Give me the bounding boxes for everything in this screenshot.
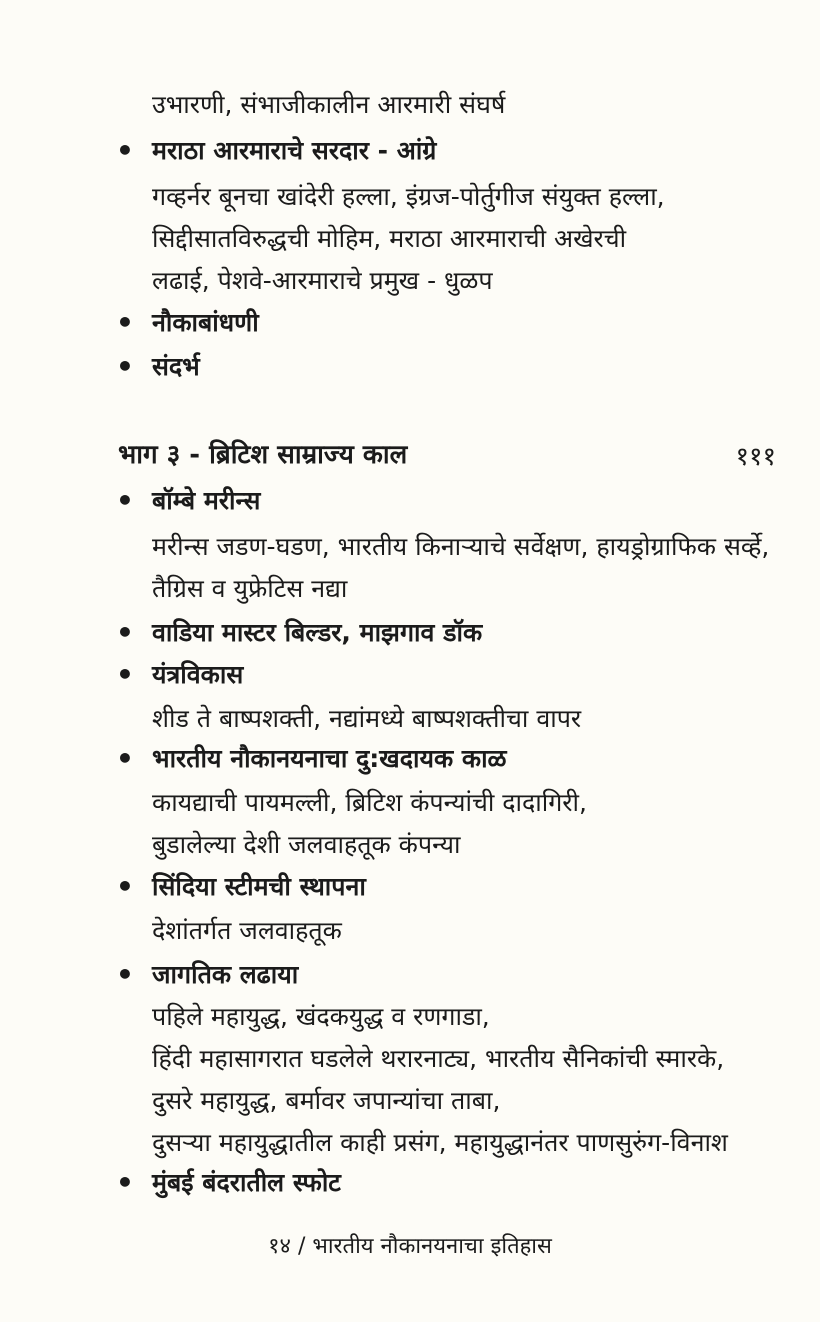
toc-item-title: सिंदिया स्टीमची स्थापना	[152, 872, 366, 901]
page-footer: १४ / भारतीय नौकानयनाचा इतिहास	[268, 1234, 552, 1259]
toc-item-world-wars	[116, 958, 299, 992]
continued-detail-line: उभारणी, संभाजीकालीन आरमारी संघर्ष	[152, 90, 506, 119]
toc-item-references	[116, 350, 200, 384]
section-heading: भाग ३ - ब्रिटिश साम्राज्य काल	[118, 440, 408, 470]
toc-detail-line: पहिले महायुद्ध, खंदकयुद्ध व रणगाडा,	[152, 1002, 490, 1031]
toc-item-machinery	[116, 658, 244, 692]
toc-detail-line: गव्हर्नर बूनचा खांदेरी हल्ला, इंग्रज-पोर्तुगीज संयुक्त हल्ला,	[152, 182, 665, 211]
bullet: •	[116, 134, 134, 167]
bullet: •	[116, 306, 134, 339]
toc-item-sad-period	[116, 742, 507, 776]
toc-detail-line: तैग्रिस व युफ्रेटिस नद्या	[152, 574, 348, 603]
toc-item-title: मराठा आरमाराचे सरदार - आंग्रे	[152, 136, 437, 165]
toc-item-angre	[116, 134, 437, 168]
toc-detail-line: मरीन्स जडण-घडण, भारतीय किनाऱ्याचे सर्वेक्षण, हायड्रोग्राफिक सर्व्हे,	[152, 532, 770, 561]
toc-item-wadia	[116, 616, 483, 650]
toc-detail-line: बुडालेल्या देशी जलवाहतूक कंपन्या	[152, 830, 461, 859]
bullet: •	[116, 870, 134, 903]
toc-item-title: यंत्रविकास	[152, 660, 244, 689]
bullet: •	[116, 742, 134, 775]
toc-item-bombay-explosion	[116, 1166, 341, 1200]
toc-item-title: जागतिक लढाया	[152, 960, 299, 989]
toc-item-title: भारतीय नौकानयनाचा दु:खदायक काळ	[152, 744, 507, 773]
toc-detail-line: दुसऱ्या महायुद्धातील काही प्रसंग, महायुद्धानंतर पाणसुरुंग-विनाश	[152, 1128, 728, 1157]
toc-detail-line: हिंदी महासागरात घडलेले थरारनाट्य, भारतीय सैनिकांची स्मारके,	[152, 1044, 725, 1073]
toc-item-title: नौकाबांधणी	[152, 308, 259, 337]
toc-item-title: बॉम्बे मरीन्स	[152, 486, 261, 515]
toc-item-title: वाडिया मास्टर बिल्डर, माझगाव डॉक	[152, 618, 483, 647]
bullet: •	[116, 350, 134, 383]
toc-detail-line: देशांतर्गत जलवाहतूक	[152, 916, 342, 945]
toc-item-bombay-marines	[116, 484, 261, 518]
bullet: •	[116, 484, 134, 517]
toc-item-title: संदर्भ	[152, 352, 200, 381]
toc-detail-line: सिद्दीसातविरुद्धची मोहिम, मराठा आरमाराची अखेरची	[152, 224, 627, 253]
toc-item-scindia	[116, 870, 366, 904]
toc-item-title: मुंबई बंदरातील स्फोट	[152, 1168, 341, 1197]
bullet: •	[116, 958, 134, 991]
toc-detail-line: शीड ते बाष्पशक्ती, नद्यांमध्ये बाष्पशक्तीचा वापर	[152, 704, 582, 733]
toc-detail-line: दुसरे महायुद्ध, बर्मावर जपान्यांचा ताबा,	[152, 1086, 501, 1115]
toc-detail-line: लढाई, पेशवे-आरमाराचे प्रमुख - धुळप	[152, 266, 493, 295]
toc-detail-line: कायद्याची पायमल्ली, ब्रिटिश कंपन्यांची दादागिरी,	[152, 788, 587, 817]
bullet: •	[116, 658, 134, 691]
toc-item-shipbuilding	[116, 306, 259, 340]
section-page-number: १११	[735, 442, 776, 472]
bullet: •	[116, 616, 134, 649]
bullet: •	[116, 1166, 134, 1199]
